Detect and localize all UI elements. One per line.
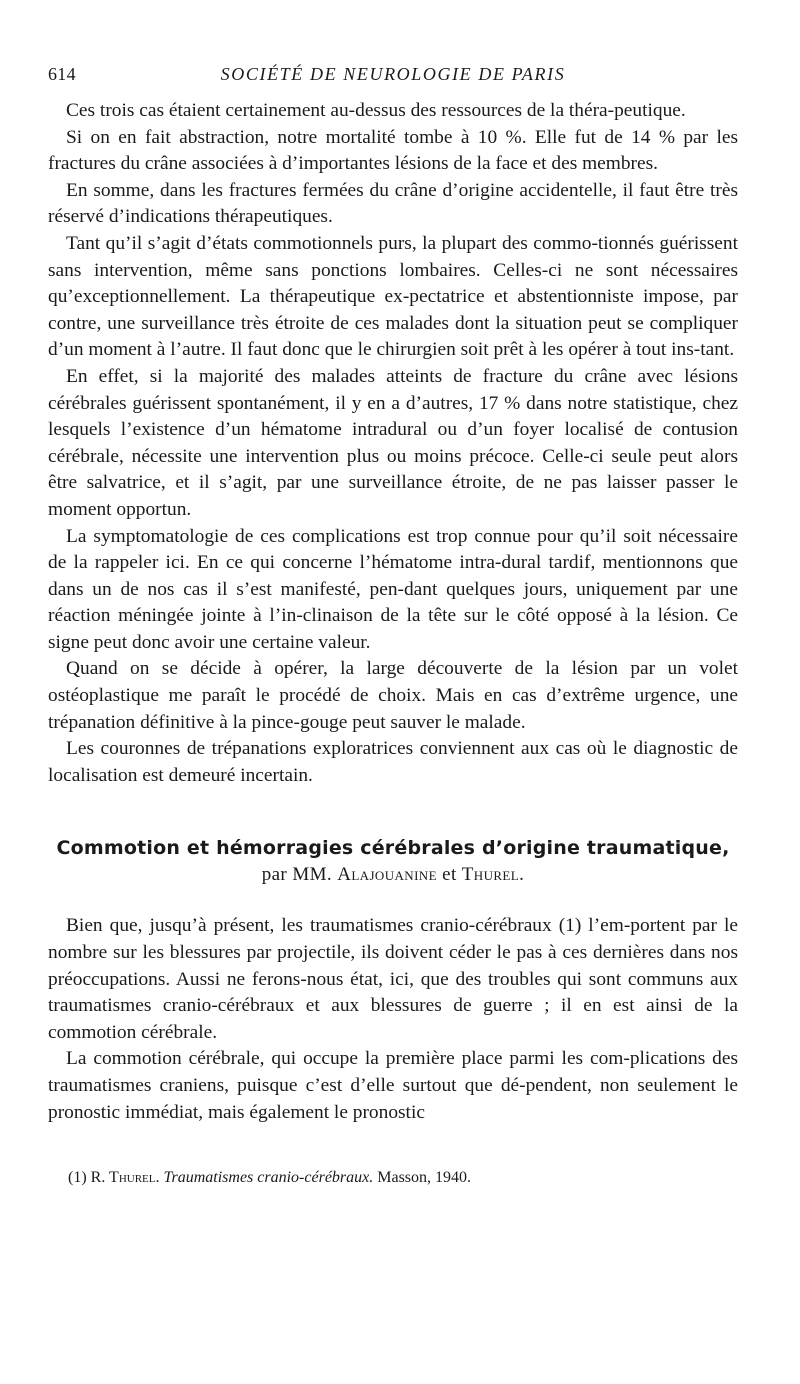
running-head [48, 64, 738, 98]
paragraph: Quand on se décide à opérer, la large découverte de la lésion par un volet ostéoplastique me paraît le procédé de choix. Mais en cas d’extrême urgence, une trépanation définitive à la pince-gouge peut sauver le malade. [48, 658, 738, 733]
article-heading [48, 835, 738, 889]
article-title: Commotion et hémorragies cérébrales d’origine traumatique, [56, 837, 730, 860]
article-text [48, 913, 738, 1126]
paragraph: Tant qu’il s’agit d’états commotionnels purs, la plupart des commo-tionnés guérissent sans intervention, même sans ponctions lombaires. Celles-ci ne sont nécessaires qu’exceptionnellement. La thérapeutique ex-pectatrice et abstentionniste impose, par contre, une surveillance très étroite de ces malades dont la situation peut se compliquer d’un moment à l’autre. Il faut donc que le chirurgien soit prêt à les opérer à tout ins-tant. [48, 232, 738, 361]
byline-prefix: par MM. [261, 864, 333, 886]
paragraph: En effet, si la majorité des malades atteints de fracture du crâne avec lésions cérébrales guérissent spontanément, il y en a d’autres, 17 % dans notre statistique, chez lesquels l’existence d’un hématome intradural ou d’un foyer localisé de contusion cérébrale, nécessite une intervention plus ou moins précoce. Celle-ci seule peut alors être salvatrice, et il s’agit, par une surveillance étroite, de ne pas laisser passer le moment opportun. [48, 365, 738, 520]
paragraph: Ces trois cas étaient certainement au-dessus des ressources de la théra-peutique. [66, 100, 686, 121]
page-number: 614 [48, 64, 76, 84]
paragraph: Les couronnes de trépanations exploratrices conviennent aux cas où le diagnostic de localisation est demeuré incertain. [48, 738, 738, 786]
author-name: Alajouanine [337, 864, 437, 886]
paragraph: Bien que, jusqu’à présent, les traumatismes cranio-cérébraux (1) l’em-portent par le nombre sur les blessures par projectile, ils doivent céder le pas à ces dernières dans nos préoccupations. Aussi ne ferons-nous état, ici, que des troubles qui sont communs aux traumatismes cranio-cérébraux et aux blessures de guerre ; il en est ainsi de la commotion cérébrale. [48, 915, 738, 1043]
paragraph: La commotion cérébrale, qui occupe la première place parmi les com-plications des traumatismes craniens, puisque c’est d’elle surtout que dé-pendent, non seulement le pronostic immédiat, mais également le pronostic [48, 1048, 738, 1123]
paragraph: En somme, dans les fractures fermées du crâne d’origine accidentelle, il faut être très réservé d’indications thérapeutiques. [48, 179, 738, 228]
footnote-title: Traumatismes cranio-cérébraux. [163, 1169, 374, 1187]
footnote [48, 1168, 738, 1188]
footnote-publisher: Masson, 1940. [377, 1169, 472, 1187]
article-byline [48, 861, 738, 889]
paragraph: Si on en fait abstraction, notre mortalité tombe à 10 %. Elle fut de 14 % par les fractures du crâne associées à d’importantes lésions de la face et des membres. [48, 126, 738, 175]
continued-text [48, 98, 738, 789]
footnote-author: R. Thurel. [90, 1169, 160, 1187]
byline-join: et [442, 864, 457, 886]
running-title: SOCIÉTÉ DE NEUROLOGIE DE PARIS [220, 64, 566, 84]
author-name: Thurel. [461, 864, 525, 886]
footnote-marker: (1) [68, 1169, 87, 1187]
paragraph: La symptomatologie de ces complications est trop connue pour qu’il soit nécessaire de la rappeler ici. En ce qui concerne l’hématome intra-dural tardif, mentionnons que dans un de nos cas il s’est manifesté, pen-dant quelques jours, uniquement par une réaction méningée jointe à l’in-clinaison de la tête sur le côté opposé à la lésion. Ce signe peut donc avoir une certaine valeur. [48, 525, 738, 653]
